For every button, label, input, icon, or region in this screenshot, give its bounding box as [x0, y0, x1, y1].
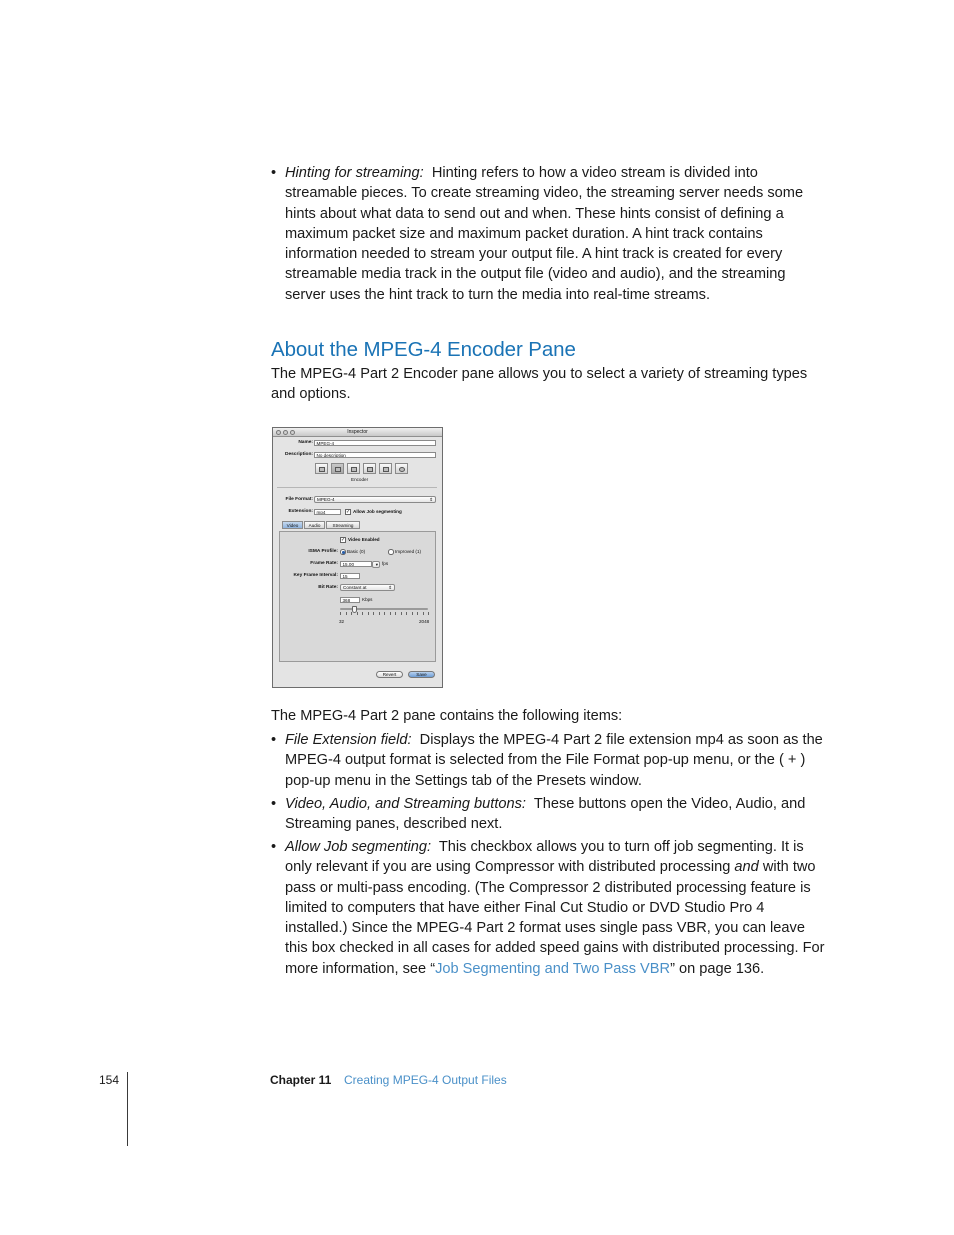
summary-icon — [319, 467, 325, 472]
slider-tick — [379, 612, 380, 615]
bullet-body: Displays the MPEG-4 Part 2 file extension mp4 as soon as the MPEG-4 output format is selected from the File Format pop-up menu, or the ( + ) pop-up menu in the Settings tab of the Presets window. — [285, 732, 823, 789]
file-format-value: MPEG-4 — [317, 497, 335, 502]
video-pane — [279, 531, 436, 662]
frame-controls-icon — [351, 467, 357, 472]
frame-controls-toolbar-button[interactable] — [347, 463, 360, 474]
file-format-label: File Format: — [285, 497, 313, 502]
bullet-text — [285, 163, 826, 305]
slider-tick — [428, 612, 429, 615]
encoder-toolbar-button[interactable] — [331, 463, 344, 474]
window-titlebar — [273, 428, 442, 437]
bullet-term: Video, Audio, and Streaming buttons: — [285, 796, 526, 812]
actions-toolbar-button[interactable] — [395, 463, 408, 474]
filters-toolbar-button[interactable] — [363, 463, 376, 474]
bullet-body-before: This checkbox allows you to turn off job segmenting. It is only relevant if you are using Compressor with distributed processing — [285, 839, 804, 876]
frame-rate-unit: fps — [382, 561, 389, 566]
key-frame-interval-field[interactable]: 15 — [340, 573, 360, 579]
video-enabled-label: Video Enabled — [348, 537, 380, 542]
bit-rate-slider[interactable] — [340, 606, 428, 618]
slider-tick — [412, 612, 413, 615]
summary-toolbar-button[interactable] — [315, 463, 328, 474]
geometry-toolbar-button[interactable] — [379, 463, 392, 474]
bit-rate-label: Bit Rate: — [318, 585, 338, 590]
slider-tick — [368, 612, 369, 615]
frame-rate-field[interactable]: 15.00 — [340, 561, 372, 567]
footer-rule — [127, 1072, 128, 1146]
bullet-video-audio-streaming-buttons — [271, 794, 826, 835]
bullet-text — [285, 837, 826, 979]
bullet-term: Hinting for streaming: — [285, 165, 424, 181]
bullet-dot: • — [271, 796, 277, 812]
slider-tick — [351, 612, 352, 615]
filters-icon — [367, 467, 373, 472]
slider-knob[interactable] — [352, 606, 357, 613]
encoder-icon — [335, 467, 341, 472]
isma-profile-label: ISMA Profile: — [308, 549, 338, 554]
bullet-term: Allow Job segmenting: — [285, 839, 432, 855]
bullet-body-emphasis: and — [734, 859, 759, 876]
slider-tick — [390, 612, 391, 615]
slider-tick — [401, 612, 402, 615]
slider-tick — [417, 612, 418, 615]
bit-rate-mode-popup[interactable] — [340, 584, 395, 591]
bullet-text — [285, 794, 826, 835]
zoom-button-icon — [290, 430, 295, 435]
save-button[interactable]: Save — [408, 671, 435, 678]
bullet-body-after: with two pass or multi-pass encoding. (The Compressor 2 distributed processing feature is limited to computers that have either Final Cut Studio or DVD Studio Pro 4 installed.) Since the MPEG-4 Part 2 format uses single pass VBR, you can leave this box checked in all cases for added speed gains with distributed processing. For more information, see “ — [285, 859, 825, 977]
slider-tick — [373, 612, 374, 615]
bullet-allow-job-segmenting — [271, 837, 826, 979]
close-button-icon — [276, 430, 281, 435]
bit-rate-unit: Kbps — [362, 597, 373, 602]
file-format-popup[interactable] — [314, 496, 436, 503]
slider-tick — [362, 612, 363, 615]
bullet-body: These buttons open the Video, Audio, and Streaming panes, described next. — [285, 796, 806, 833]
video-enabled-checkbox[interactable]: ✓ — [341, 537, 346, 543]
separator — [277, 487, 437, 488]
description-field[interactable]: No description — [314, 452, 436, 458]
slider-min-label: 32 — [339, 619, 345, 624]
section-heading: About the MPEG-4 Encoder Pane — [271, 338, 576, 361]
actions-icon — [399, 467, 405, 472]
tab-streaming[interactable]: Streaming — [326, 521, 360, 529]
chapter-title-link[interactable]: Creating MPEG-4 Output Files — [344, 1073, 507, 1087]
tab-audio[interactable]: Audio — [304, 521, 325, 529]
bullet-text — [285, 730, 826, 791]
frame-rate-popup-button[interactable] — [372, 561, 380, 568]
bullet-dot: • — [271, 165, 277, 181]
popup-arrows-icon: ⇕ — [388, 585, 392, 590]
isma-improved-radio[interactable] — [388, 549, 394, 555]
frame-rate-label: Frame Rate: — [310, 561, 338, 566]
chevron-down-icon: ▾ — [375, 561, 378, 567]
bullet-dot: • — [271, 732, 277, 748]
popup-arrows-icon: ⇕ — [429, 497, 433, 502]
job-segmenting-link[interactable]: Job Segmenting and Two Pass VBR — [435, 960, 671, 977]
pane-contains-text: The MPEG-4 Part 2 pane contains the following items: — [271, 708, 623, 724]
tab-video[interactable]: Video — [282, 521, 303, 529]
allow-job-segmenting-label: Allow Job segmenting — [353, 509, 402, 514]
inspector-window-screenshot — [272, 427, 443, 688]
toolbar-caption: Encoder — [351, 477, 369, 482]
chapter-label: Chapter 11 — [270, 1073, 332, 1087]
isma-basic-label: Basic (0) — [347, 549, 366, 554]
slider-tick — [340, 612, 341, 615]
bullet-body-end: ” on page 136. — [670, 960, 765, 977]
bullet-file-extension-field — [271, 730, 826, 791]
name-label: Name: — [298, 440, 313, 445]
bit-rate-field[interactable]: 368 — [340, 597, 360, 603]
section-intro: The MPEG-4 Part 2 Encoder pane allows you to select a variety of streaming types and options. — [271, 366, 808, 403]
slider-tick — [346, 612, 347, 615]
isma-basic-radio[interactable] — [340, 549, 346, 555]
page-number: 154 — [99, 1073, 120, 1087]
slider-tick — [423, 612, 424, 615]
geometry-icon — [383, 467, 389, 472]
revert-button[interactable]: Revert — [376, 671, 403, 678]
bullet-dot: • — [271, 839, 277, 855]
extension-field[interactable]: mp4 — [314, 509, 341, 515]
slider-tick — [384, 612, 385, 615]
slider-tick — [406, 612, 407, 615]
bullet-hinting-for-streaming — [271, 163, 826, 305]
key-frame-interval-label: Key Frame Interval: — [293, 573, 338, 578]
slider-tick — [395, 612, 396, 615]
bullet-term: File Extension field: — [285, 732, 412, 748]
allow-job-segmenting-checkbox[interactable]: ✓ — [346, 509, 351, 515]
slider-max-label: 2048 — [419, 619, 430, 624]
extension-label: Extension: — [288, 509, 313, 514]
bit-rate-mode-value: Constant at — [343, 585, 367, 590]
minimize-button-icon — [283, 430, 288, 435]
window-title: Inspector — [347, 429, 368, 435]
name-field[interactable]: MPEG-4 — [314, 440, 436, 446]
bullet-body: Hinting refers to how a video stream is divided into streamable pieces. To create streaming video, the streaming server needs some hints about what data to send out and when. These hints consist of defining a maximum packet size and maximum packet duration. A hint track contains information needed to stream your output file. A hint track is created for every streamable media track in the output file (video and audio), and the streaming server uses the hint track to turn the media into real-time streams. — [285, 165, 804, 303]
description-label: Description: — [285, 452, 313, 457]
slider-tick — [357, 612, 358, 615]
isma-improved-label: Improved (1) — [395, 549, 422, 554]
